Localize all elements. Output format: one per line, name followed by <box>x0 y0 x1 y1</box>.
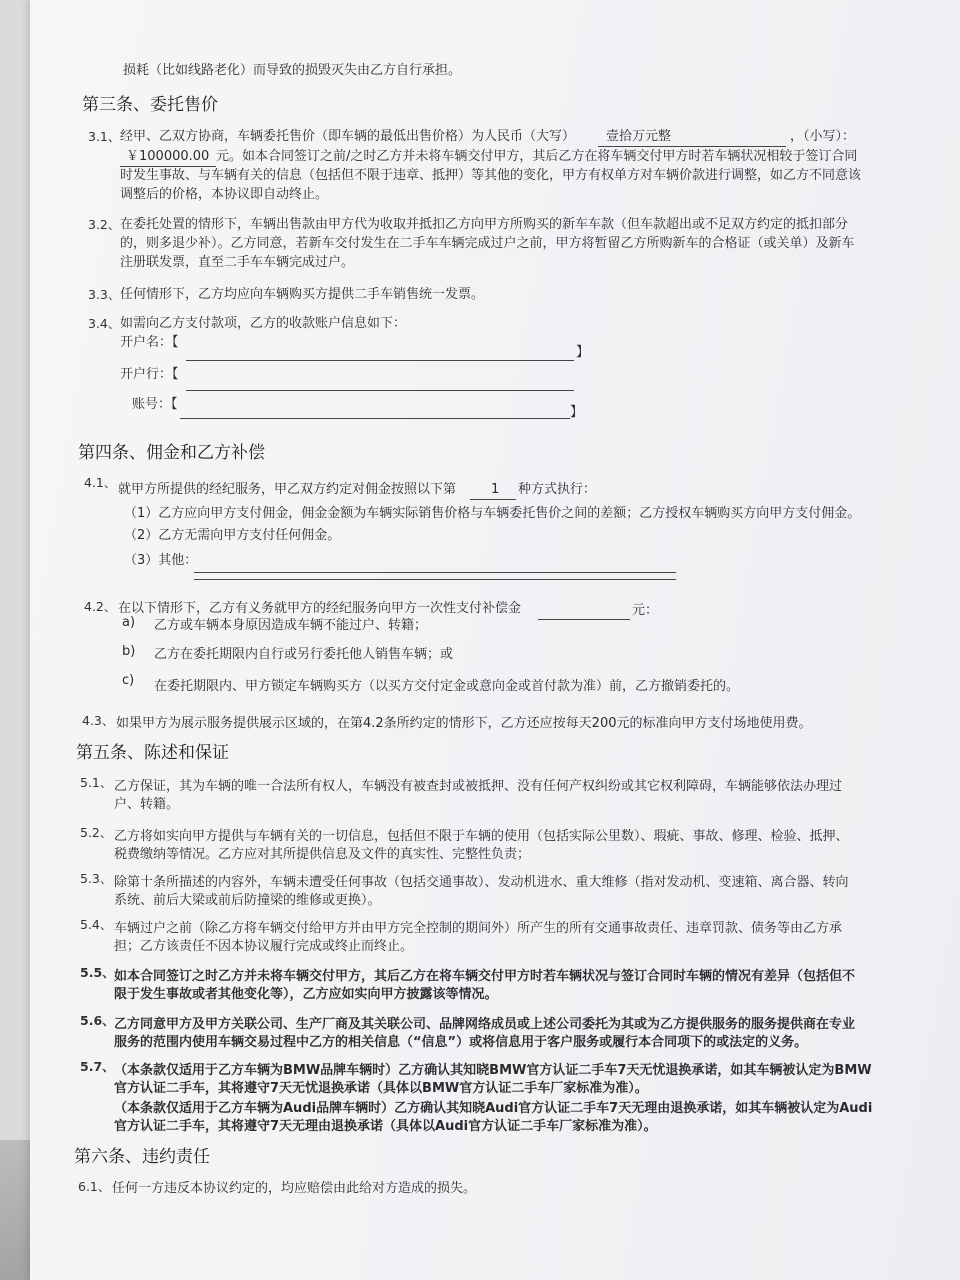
article-4-heading: 第四条、佣金和乙方补偿 <box>78 443 265 463</box>
amount-in-words: 壹拾万元整 <box>606 129 672 144</box>
clause-6-1-line1: 任何一方违反本协议约定的，均应赔偿由此给对方造成的损失。 <box>112 1181 477 1196</box>
commission-option-3: （3）其他： <box>124 553 198 568</box>
clause-3-3-line1: 任何情形下，乙方均应向车辆购买方提供二手车销售统一发票。 <box>120 287 485 302</box>
clause-5-2-number: 5.2、 <box>80 825 113 840</box>
clause-4-1-line1b: 种方式执行： <box>518 482 597 497</box>
commission-option-value: 1 <box>491 482 500 497</box>
clause-3-2-line2: 的，则多退少补）。乙方同意，若新车交付发生在二手车车辆完成过户之前，甲方将暂留乙方所购新车的合格证（或关单）及新车 <box>120 236 855 251</box>
clause-4-1-line1a: 就甲方所提供的经纪服务，甲乙双方约定对佣金按照以下第 <box>118 482 457 497</box>
commission-option-2: （2）乙方无需向甲方支付任何佣金。 <box>124 528 341 543</box>
clause-5-7-line1: （本条款仅适用于乙方车辆为BMW品牌车辆时）乙方确认其知晓BMW官方认证二手车7天无忧退换承诺，如其车辆被认定为BMW <box>114 1063 872 1078</box>
commission-option-1: （1）乙方应向甲方支付佣金，佣金金额为车辆实际销售价格与车辆委托售价之间的差额；乙方授权车辆购买方向甲方支付佣金。 <box>124 506 861 521</box>
clause-3-2-number: 3.2、 <box>88 217 121 232</box>
commission-option-underline <box>470 499 516 500</box>
clause-4-3-line1: 如果甲方为展示服务提供展示区域的，在第4.2条所约定的情形下，乙方还应按每天200元的标准向甲方支付场地使用费。 <box>116 716 812 731</box>
clause-5-3-line1: 除第十条所描述的内容外，车辆未遭受任何事故（包括交通事故）、发动机进水、重大维修（指对发动机、变速箱、离合器、转向 <box>114 875 849 890</box>
article-5-heading: 第五条、陈述和保证 <box>76 743 229 763</box>
clause-3-1-line1a: 经甲、乙双方协商，车辆委托售价（即车辆的最低出售价格）为人民币（大写） <box>120 129 576 144</box>
clause-5-5-number: 5.5、 <box>80 965 115 980</box>
amount-words-underline <box>598 146 786 147</box>
clause-5-4-line2: 担；乙方该责任不因本协议履行完成或终止而终止。 <box>114 939 414 954</box>
clause-5-7-line3: （本条款仅适用于乙方车辆为Audi品牌车辆时）乙方确认其知晓Audi官方认证二手车7天无理由退换承诺，如其车辆被认定为Audi <box>114 1101 873 1116</box>
clause-3-1-line2: 元。如本合同签订之前/之时乙方并未将车辆交付甲方，其后乙方在将车辆交付甲方时若车辆状况相较于签订合同 <box>216 149 858 164</box>
clause-5-6-number: 5.6、 <box>80 1013 115 1028</box>
clause-3-4-line1: 如需向乙方支付款项，乙方的收款账户信息如下： <box>120 316 407 331</box>
clause-3-1-line4: 调整后的价格，本协议即自动终止。 <box>120 187 329 202</box>
account-number-close: 】 <box>570 405 584 420</box>
commission-other-blank-1 <box>194 572 676 573</box>
account-name-blank <box>186 360 574 361</box>
clause-4-2-item-b-mark: b) <box>122 644 136 659</box>
clause-4-2-item-c-text: 在委托期限内、甲方锁定车辆购买方（以买方交付定金或意向金或首付款为准）前，乙方撤销委托的。 <box>154 679 740 694</box>
previous-clause-tail: 损耗（比如线路老化）而导致的损毁灭失由乙方自行承担。 <box>123 63 462 78</box>
article-6-heading: 第六条、违约责任 <box>74 1147 210 1167</box>
commission-other-blank-2 <box>194 579 676 580</box>
clause-4-2-line1a: 在以下情形下，乙方有义务就甲方的经纪服务向甲方一次性支付补偿金 <box>118 601 522 616</box>
compensation-amount-blank <box>538 619 630 620</box>
clause-3-3-number: 3.3、 <box>88 287 121 302</box>
clause-3-1-line3: 时发生事故、与车辆有关的信息（包括但不限于违章、抵押）等其他的变化，甲方有权单方对车辆价款进行调整，如乙方不同意该 <box>120 168 862 183</box>
clause-5-1-line2: 户、转籍。 <box>114 797 180 812</box>
clause-5-4-line1: 车辆过户之前（除乙方将车辆交付给甲方并由甲方完全控制的期间外）所产生的所有交通事故责任、违章罚款、债务等由乙方承 <box>114 921 843 936</box>
clause-4-2-line1b: 元： <box>632 603 659 618</box>
clause-5-4-number: 5.4、 <box>80 917 113 932</box>
amount-in-figures: ￥100000.00 <box>126 149 210 164</box>
clause-4-2-item-a-text: 乙方或车辆本身原因造成车辆不能过户、转籍； <box>154 618 428 633</box>
bank-label: 开户行：【 <box>120 367 179 382</box>
clause-5-6-line2: 服务的范围内使用车辆交易过程中乙方的相关信息（“信息”）或将信息用于客户服务或履行本合同项下的或法定的义务。 <box>114 1035 808 1050</box>
clause-3-4-number: 3.4、 <box>88 316 121 331</box>
clause-4-2-item-a-mark: a) <box>122 615 136 630</box>
clause-3-1-line1b: ，（小写）： <box>790 129 856 144</box>
clause-6-1-number: 6.1、 <box>78 1179 111 1194</box>
clause-5-7-line4: 官方认证二手车，其将遵守7天无理由退换承诺（具体以Audi官方认证二手车厂家标准为准）。 <box>114 1119 657 1134</box>
bank-blank <box>186 390 574 391</box>
clause-3-2-line1: 在委托处置的情形下，车辆出售款由甲方代为收取并抵扣乙方向甲方所购买的新车车款（但车款超出或不足双方约定的抵扣部分 <box>120 217 849 232</box>
clause-5-7-number: 5.7、 <box>80 1059 115 1074</box>
clause-3-1-number: 3.1、 <box>88 129 121 144</box>
article-3-heading: 第三条、委托售价 <box>82 95 218 115</box>
clause-5-1-number: 5.1、 <box>80 775 113 790</box>
clause-5-2-line2: 税费缴纳等情况。乙方应对其所提供信息及文件的真实性、完整性负责； <box>114 847 531 862</box>
account-number-label: 账号：【 <box>132 397 178 412</box>
clause-5-3-line2: 系统、前后大梁或前后防撞梁的维修或更换）。 <box>114 893 381 908</box>
clause-5-1-line1: 乙方保证，其为车辆的唯一合法所有权人，车辆没有被查封或被抵押、没有任何产权纠纷或其它权利障碍，车辆能够依法办理过 <box>114 779 843 794</box>
account-name-label: 开户名：【 <box>120 335 179 350</box>
clause-4-2-item-b-text: 乙方在委托期限内自行或另行委托他人销售车辆；或 <box>154 647 454 662</box>
clause-4-1-number: 4.1、 <box>84 475 117 490</box>
clause-5-3-number: 5.3、 <box>80 871 113 886</box>
clause-5-5-line2: 限于发生事故或者其他变化等），乙方应如实向甲方披露该等情况。 <box>114 987 498 1002</box>
clause-4-3-number: 4.3、 <box>82 713 115 728</box>
clause-3-2-line3: 注册联发票，直至二手车车辆完成过户。 <box>120 255 355 270</box>
account-number-blank <box>180 418 570 419</box>
clause-5-7-line2: 官方认证二手车，其将遵守7天无忧退换承诺（具体以BMW官方认证二手车厂家标准为准）。 <box>114 1081 648 1096</box>
clause-4-2-item-c-mark: c) <box>122 673 135 688</box>
clause-5-6-line1: 乙方同意甲方及甲方关联公司、生产厂商及其关联公司、品牌网络成员或上述公司委托为其或为乙方提供服务的服务提供商在专业 <box>114 1017 856 1032</box>
clause-4-2-number: 4.2、 <box>84 599 117 614</box>
clause-5-2-line1: 乙方将如实向甲方提供与车辆有关的一切信息，包括但不限于车辆的使用（包括实际公里数）、瑕疵、事故、修理、检验、抵押、 <box>114 829 849 844</box>
clause-5-5-line1: 如本合同签订之时乙方并未将车辆交付甲方，其后乙方在将车辆交付甲方时若车辆状况与签订合同时车辆的情况有差异（包括但不 <box>114 969 856 984</box>
account-name-close: 】 <box>576 345 590 360</box>
